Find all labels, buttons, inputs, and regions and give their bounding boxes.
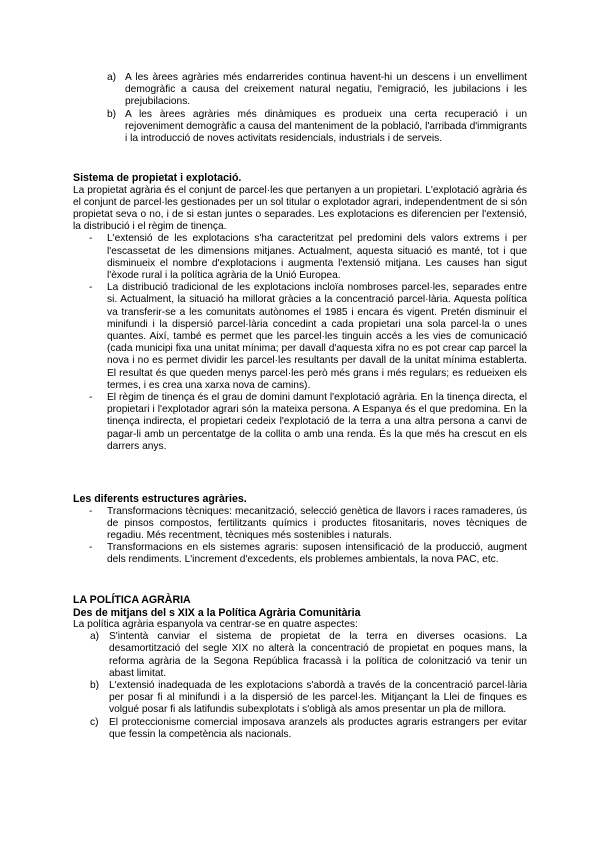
list-item <box>73 392 527 453</box>
section-agrarian-policy <box>73 594 527 741</box>
section-paragraph: La propietat agrària és el conjunt de parcel·les que pertanyen a un propietari. L'explotació agrària és el conjunt de parcel·les gestionades per un sol titular o explotador agrari, independentment de si són propietat seva o no, i de si estan juntes o separades. Les explotacions es diferencien per l'extensió, la distribució i el règim de tinença. <box>73 184 527 233</box>
list-marker: - <box>89 282 93 294</box>
list-item-text: Transformacions en els sistemes agraris: suposen intensificació de la producció, augment dels rendiments. L'increment d'excedents, els problemes ambientals, la nova PAC, etc. <box>107 542 527 566</box>
list-marker: b) <box>107 108 117 120</box>
list-marker: - <box>89 542 93 554</box>
section-heading: LA POLÍTICA AGRÀRIA <box>73 594 191 606</box>
lettered-list <box>73 631 527 741</box>
section-subheading: Des de mitjans del s XIX a la Política Agrària Comunitària <box>73 606 361 619</box>
list-item-text: La distribució tradicional de les explotacions incloïa nombroses parcel·les, separades entre si. Actualment, la situació ha millorat gràcies a la concentració parcel·lària. Aquesta política va transferir-se a les comunitats autònomes el 1985 i encara és vigent. Pretén disminuir el minifundi i la dispersió parcel·lària concedint a cada propietari una sola parcel·la o unes quantes. Així, també es permet que les parcel·les tinguin accés a les vies de comunicació (cada municipi fixa una unitat mínima; per davall d'aquesta xifra no es pot crear cap parcel la nova i no es permet dividir les parcel·les resultants per davall de la unitat mínima establerta. El resultat és que queden menys parcel·les però més grans i més regulars; es redueixen els termes, i es crea una xarxa nova de camins). <box>107 282 527 391</box>
list-item <box>73 506 527 543</box>
section-property-system <box>73 172 527 453</box>
list-item <box>73 109 527 146</box>
list-item <box>73 717 527 741</box>
list-marker: c) <box>90 716 99 728</box>
list-item-text: S'intentà canviar el sistema de propietat de la terra en diverses ocasions. La desamortització del segle XIX no alterà la concentració de propietat en poques mans, la reforma agrària de la Segona República fracassà i la política de colonització va tenir un abast limitat. <box>109 631 527 679</box>
list-item <box>73 282 527 392</box>
intro-list <box>73 72 527 145</box>
list-item <box>73 542 527 566</box>
list-marker: b) <box>90 680 100 692</box>
section-heading: Sistema de propietat i explotació. <box>73 172 242 184</box>
list-marker: - <box>89 233 93 245</box>
list-item <box>73 72 527 109</box>
list-item-text: A les àrees agràries més dinàmiques es produeix una certa recuperació i un rejoveniment demogràfic a causa del manteniment de la població, l'arribada d'immigrants i la introducció de noves activitats residencials, industrials i de serveis. <box>125 108 527 145</box>
list-item-text: Transformacions tècniques: mecanització, selecció genètica de llavors i races ramaderes, ús de pinsos compostos, fertilitzants químics i productes fitosanitaris, noves tècniques de regadiu. Més recentment, tècniques més sostenibles i naturals. <box>107 505 527 541</box>
list-marker: - <box>89 391 93 403</box>
section-paragraph: La política agrària espanyola va centrar-se en quatre aspectes: <box>73 619 358 630</box>
list-marker: a) <box>107 72 117 83</box>
list-item-text: El proteccionisme comercial imposava aranzels als productes agraris estrangers per evitar que fessin la competència als nacionals. <box>109 716 527 740</box>
dash-list <box>73 233 527 453</box>
list-item <box>73 680 527 717</box>
list-item-text: A les àrees agràries més endarrerides continua havent-hi un descens i un envelliment demogràfic a causa del creixement natural negatiu, l'emigració, les jubilacions i les prejubilacions. <box>125 72 527 108</box>
section-agrarian-structures <box>73 493 527 567</box>
list-item-text: L'extensió de les explotacions s'ha caracteritzat pel predomini dels valors extrems i per l'escassetat de les dimensions mitjanes. Actualment, aquesta situació es manté, tot i que disminueix el nombre d'explotacions i augmenta l'extensió mitjana. Les causes han sigut l'èxode rural i la política agrària de la Unió Europea. <box>107 233 527 281</box>
list-item-text: L'extensió inadequada de les explotacions s'abordà a través de la concentració parcel·lària per posar fi al minifundi i a la dispersió de les parcel·les. Mitjançant la Llei de finques es volgué posar fi als latifundis subexplotats i s'obligà als amos presentar un pla de millora. <box>109 680 527 716</box>
list-marker: a) <box>90 631 100 643</box>
list-item <box>73 631 527 680</box>
list-item <box>73 233 527 282</box>
list-item-text: El règim de tinença és el grau de domini damunt l'explotació agrària. En la tinença directa, el propietari i l'explotador agrari són la mateixa persona. A Espanya és el que predomina. En la tinença indirecta, el propietari cedeix l'explotació de la terra a una altra persona a canvi de pagar-li amb un percentatge de la collita o amb una renda. És la que més ha crescut en els darrers anys. <box>107 391 527 452</box>
dash-list <box>73 506 527 567</box>
list-marker: - <box>89 505 93 517</box>
section-heading: Les diferents estructures agràries. <box>73 493 247 505</box>
